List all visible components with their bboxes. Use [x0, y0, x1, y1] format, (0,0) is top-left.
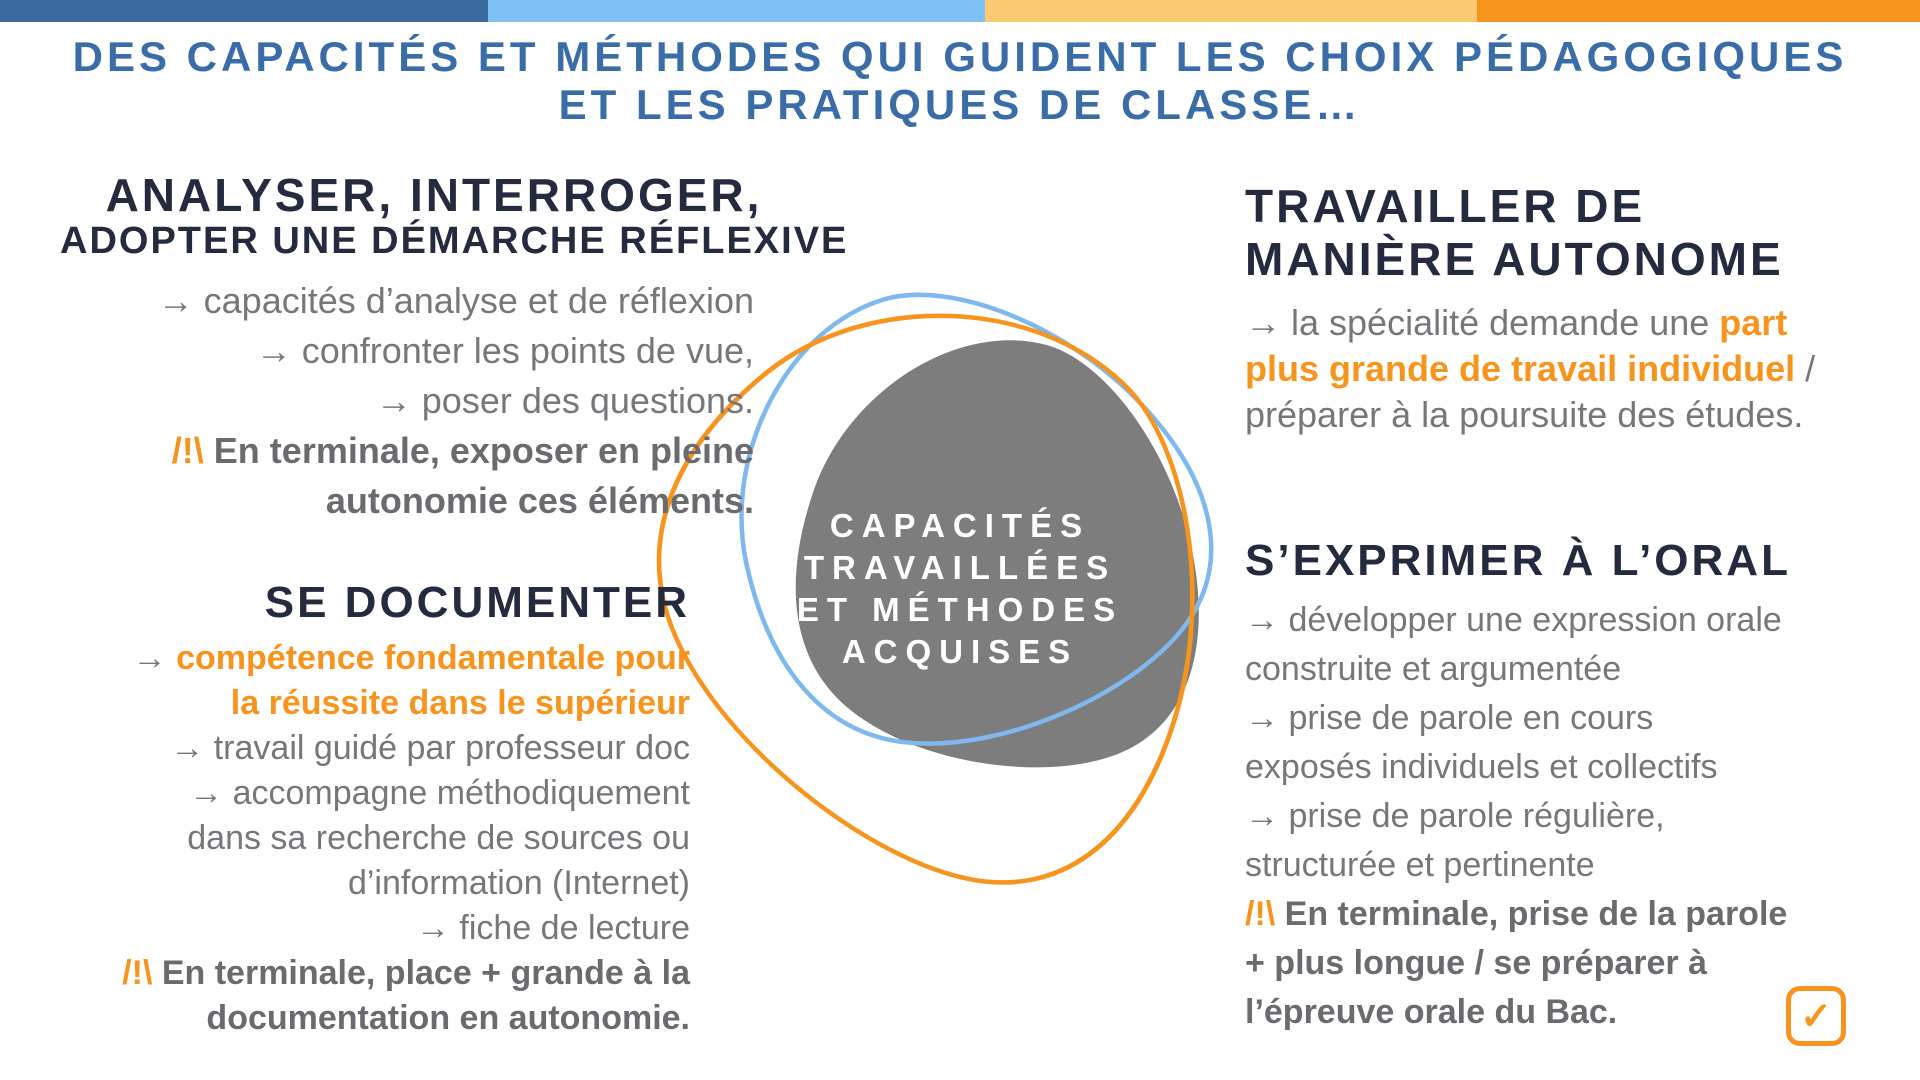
section-body — [0, 636, 690, 1041]
section-analyser — [60, 169, 849, 526]
bullet-line: construite et argumentée — [1245, 650, 1622, 688]
warning-text: En terminale, place + grande à la — [152, 954, 690, 992]
bullet-text: / — [1795, 348, 1816, 389]
center-label — [730, 505, 1190, 673]
bullet-line: → prise de parole régulière, — [1245, 797, 1665, 835]
bullet-line: préparer à la poursuite des études. — [1245, 394, 1804, 435]
bullet-line — [1245, 300, 1905, 346]
bar-segment-dark-blue — [0, 0, 488, 22]
warning-icon: /!\ — [1245, 895, 1276, 933]
section-travailler — [1245, 180, 1905, 438]
bar-segment-light-orange — [985, 0, 1477, 22]
bullet-line: → développer une expression orale — [1245, 601, 1782, 639]
bullet-line: dans sa recherche de sources ou — [187, 819, 690, 857]
checkmark-box — [1786, 986, 1846, 1046]
bullet-line: exposés individuels et collectifs — [1245, 748, 1718, 786]
page-title — [0, 33, 1920, 129]
warning-text: En terminale, exposer en pleine — [203, 430, 754, 471]
warning-line: documentation en autonomie. — [206, 999, 690, 1037]
bullet-line: → poser des questions. — [375, 380, 754, 421]
warning-line — [1245, 890, 1905, 939]
section-body — [60, 276, 808, 526]
bullet-line: → prise de parole en cours — [1245, 699, 1654, 737]
highlight-text: compétence fondamentale pour — [176, 639, 690, 677]
section-body — [1245, 596, 1905, 1037]
warning-line: + plus longue / se préparer à — [1245, 944, 1707, 982]
checkmark-icon: ✓ — [1800, 995, 1832, 1038]
section-heading: SE DOCUMENTER — [264, 578, 690, 627]
bar-segment-light-blue — [488, 0, 985, 22]
warning-icon: /!\ — [122, 954, 153, 992]
highlight-line: la réussite dans le supérieur — [230, 684, 690, 722]
section-body — [1245, 300, 1905, 438]
bullet-line: → capacités d’analyse et de réflexion — [157, 280, 754, 321]
top-color-bar — [0, 0, 1920, 22]
warning-line: l’épreuve orale du Bac. — [1245, 993, 1618, 1031]
section-heading: MANIÈRE AUTONOME — [1245, 233, 1784, 285]
bullet-line: → fiche de lecture — [415, 909, 690, 947]
highlight-text: plus grande de travail individuel — [1245, 348, 1796, 389]
section-heading: ANALYSER, INTERROGER, — [105, 169, 763, 221]
warning-line: autonomie ces éléments. — [325, 480, 754, 521]
bullet-arrow: → — [132, 639, 177, 677]
bullet-text: → la spécialité demande une — [1245, 302, 1720, 343]
bar-segment-orange — [1477, 0, 1920, 22]
bullet-line: d’information (Internet) — [347, 864, 690, 902]
center-label-line: ACQUISES — [841, 633, 1079, 670]
bullet-line — [0, 636, 690, 681]
center-label-line: CAPACITÉS — [829, 507, 1091, 544]
bullet-line — [1245, 346, 1905, 392]
warning-icon: /!\ — [171, 430, 204, 471]
bullet-line: → travail guidé par professeur doc — [170, 729, 690, 767]
bullet-line: → accompagne méthodiquement — [189, 774, 690, 812]
bullet-line: → confronter les points de vue, — [255, 330, 754, 371]
warning-line — [60, 426, 754, 476]
center-label-line: TRAVAILLÉES — [803, 549, 1117, 586]
title-line-1: DES CAPACITÉS ET MÉTHODES QUI GUIDENT LES CHOIX PÉDAGOGIQUES — [72, 33, 1848, 80]
bullet-line: structurée et pertinente — [1245, 846, 1595, 884]
title-line-2: ET LES PRATIQUES DE CLASSE… — [558, 81, 1362, 128]
warning-text: En terminale, prise de la parole — [1275, 895, 1788, 933]
warning-line — [0, 951, 690, 996]
highlight-text: part — [1719, 302, 1788, 343]
section-documenter — [0, 578, 690, 1041]
section-subheading: ADOPTER UNE DÉMARCHE RÉFLEXIVE — [60, 220, 849, 262]
section-heading: TRAVAILLER DE — [1245, 180, 1646, 232]
center-label-line: ET MÉTHODES — [796, 591, 1124, 628]
section-exprimer — [1245, 536, 1905, 1037]
section-heading: S’EXPRIMER À L’ORAL — [1245, 536, 1791, 585]
